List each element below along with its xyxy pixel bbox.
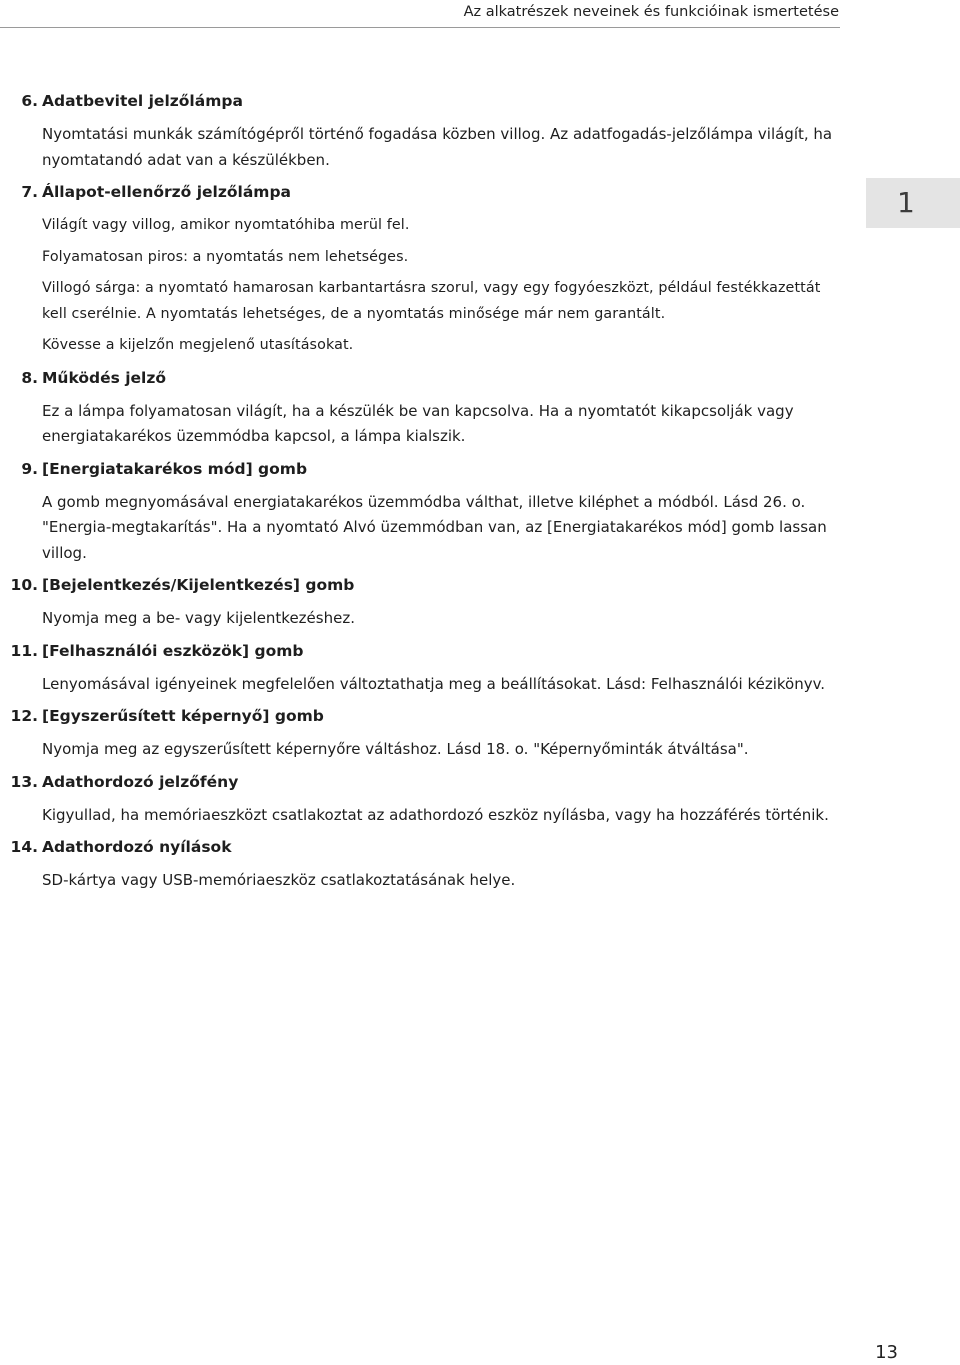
item-number: 9. bbox=[21, 459, 38, 478]
running-header-title: Az alkatrészek neveinek és funkcióinak ismertetése bbox=[463, 4, 839, 20]
list-item bbox=[0, 457, 840, 567]
item-paragraph: Nyomtatási munkák számítógépről történő fogadása közben villog. Az adatfogadás-jelzőlámpa világít, ha nyomtatandó adat van a készülékben. bbox=[42, 125, 833, 169]
item-title: Adatbevitel jelzőlámpa bbox=[42, 92, 243, 110]
item-number: 14. bbox=[10, 838, 38, 856]
item-heading bbox=[0, 704, 840, 729]
item-number: 13. bbox=[10, 772, 38, 791]
item-heading bbox=[0, 639, 840, 664]
item-title: Működés jelző bbox=[42, 368, 167, 387]
item-number: 10. bbox=[10, 576, 38, 594]
item-title: Adathordozó jelzőfény bbox=[42, 772, 239, 791]
document-body bbox=[0, 89, 840, 894]
list-item bbox=[0, 770, 840, 829]
item-number: 11. bbox=[10, 641, 38, 660]
item-title: Állapot-ellenőrző jelzőlámpa bbox=[42, 183, 291, 201]
item-number: 6. bbox=[21, 92, 38, 110]
item-title: [Felhasználói eszközök] gomb bbox=[42, 641, 304, 660]
list-item bbox=[0, 835, 840, 894]
item-title: [Energiatakarékos mód] gomb bbox=[42, 459, 308, 478]
list-item bbox=[0, 366, 840, 450]
list-item bbox=[0, 704, 840, 763]
item-heading bbox=[0, 835, 840, 860]
chapter-tab: 1 bbox=[866, 178, 960, 228]
item-heading bbox=[0, 366, 840, 391]
item-number: 7. bbox=[21, 183, 38, 201]
item-heading bbox=[0, 180, 840, 205]
header-divider bbox=[0, 27, 840, 28]
item-paragraph: Nyomja meg az egyszerűsített képernyőre váltáshoz. Lásd 18. o. "Képernyőminták átváltása". bbox=[42, 740, 749, 758]
item-title: [Egyszerűsített képernyő] gomb bbox=[42, 707, 324, 725]
item-paragraph: Ez a lámpa folyamatosan világít, ha a készülék be van kapcsolva. Ha a nyomtatót kikapcsolják vagy energiatakarékos üzemmódba kapcsol, a lámpa kialszik. bbox=[42, 401, 794, 445]
page-number: 13 bbox=[875, 1342, 898, 1363]
list-item bbox=[0, 639, 840, 698]
item-heading bbox=[0, 457, 840, 482]
list-item bbox=[0, 573, 840, 632]
item-number: 12. bbox=[10, 707, 38, 725]
item-paragraph: Villogó sárga: a nyomtató hamarosan karbantartásra szorul, vagy egy fogyóeszközt, például festékkazettát kell cserélnie. A nyomtatás lehetséges, de a nyomtatás minősége már nem garantált. bbox=[42, 280, 821, 322]
item-heading bbox=[0, 770, 840, 795]
item-heading bbox=[0, 573, 840, 598]
item-title: Adathordozó nyílások bbox=[42, 838, 232, 856]
item-paragraph: Kövesse a kijelzőn megjelenő utasításokat. bbox=[42, 337, 354, 353]
item-number: 8. bbox=[21, 368, 38, 387]
item-heading bbox=[0, 89, 840, 114]
list-item bbox=[0, 180, 840, 359]
item-paragraph: Lenyomásával igényeinek megfelelően változtathatja meg a beállításokat. Lásd: Felhasználói kézikönyv. bbox=[42, 674, 826, 693]
item-paragraph: Nyomja meg a be- vagy kijelentkezéshez. bbox=[42, 609, 355, 627]
item-title: [Bejelentkezés/Kijelentkezés] gomb bbox=[42, 576, 355, 594]
item-paragraph: SD-kártya vagy USB-memóriaeszköz csatlakoztatásának helye. bbox=[42, 871, 516, 889]
item-paragraph: Világít vagy villog, amikor nyomtatóhiba merül fel. bbox=[42, 217, 410, 233]
item-paragraph: Folyamatosan piros: a nyomtatás nem lehetséges. bbox=[42, 248, 409, 265]
item-paragraph: A gomb megnyomásával energiatakarékos üzemmódba válthat, illetve kiléphet a módból. Lásd 26. o. "Energia-megtakarítás". Ha a nyomtató Alvó üzemmódban van, az [Energiatakarékos mód] gomb lassan villog. bbox=[42, 492, 827, 562]
item-paragraph: Kigyullad, ha memóriaeszközt csatlakoztat az adathordozó eszköz nyílásba, vagy ha hozzáférés történik. bbox=[42, 805, 829, 824]
list-item bbox=[0, 89, 840, 173]
